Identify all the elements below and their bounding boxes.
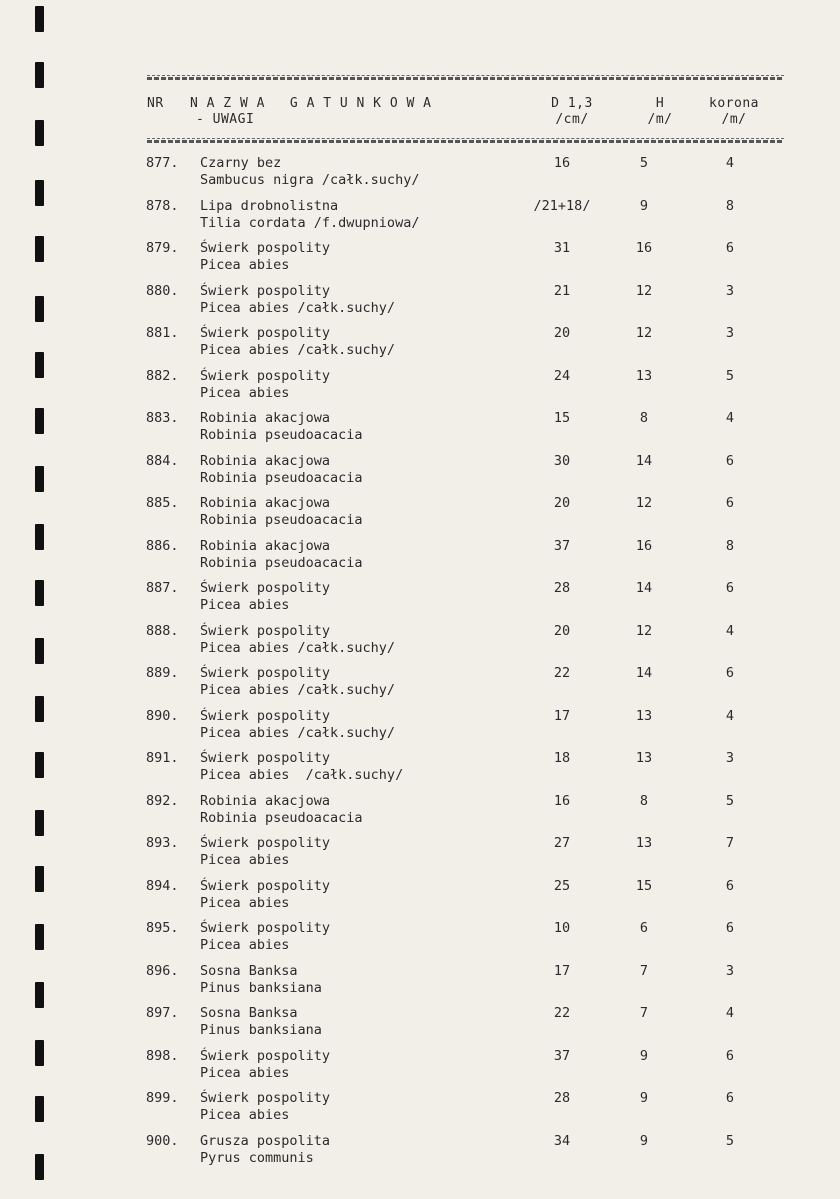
diameter-value: 27 — [553, 835, 571, 851]
species-common-name: Robinia akacjowa — [200, 452, 331, 469]
species-latin-name: Picea abies — [200, 894, 290, 911]
row-number: 888. — [146, 622, 179, 639]
table-row — [0, 750, 840, 792]
table-row — [0, 283, 840, 325]
height-value: 6 — [639, 920, 649, 936]
table-row — [0, 240, 840, 282]
crown-value: 3 — [725, 282, 735, 299]
table-row — [0, 538, 840, 580]
height-value: 9 — [639, 1090, 649, 1106]
header-bottom-rule — [147, 138, 784, 145]
crown-value: 3 — [725, 962, 735, 979]
row-number: 890. — [146, 707, 179, 724]
table-row — [0, 835, 840, 877]
species-latin-name: Tilia cordata /f.dwupniowa/ — [200, 214, 420, 231]
species-latin-name: Robinia pseudoacacia — [200, 809, 363, 826]
species-common-name: Świerk pospolity — [200, 835, 331, 851]
species-common-name: Świerk pospolity — [200, 750, 331, 766]
species-common-name: Świerk pospolity — [200, 1047, 331, 1064]
diameter-value: 24 — [553, 367, 571, 384]
species-common-name: Świerk pospolity — [200, 707, 331, 724]
table-row — [0, 920, 840, 962]
row-number: 884. — [146, 452, 179, 469]
height-value: 7 — [639, 962, 649, 979]
height-value: 8 — [639, 410, 649, 426]
height-value: 14 — [635, 665, 653, 681]
binder-hole-mark — [35, 6, 44, 32]
species-common-name: Robinia akacjowa — [200, 495, 331, 511]
species-latin-name: Picea abies /całk.suchy/ — [200, 767, 404, 783]
species-common-name: Robinia akacjowa — [200, 410, 331, 426]
table-row — [0, 1048, 840, 1090]
height-value: 8 — [639, 792, 649, 809]
header-nr: NR — [147, 96, 164, 111]
species-common-name: Świerk pospolity — [200, 282, 331, 299]
table-row — [0, 495, 840, 537]
binder-hole-mark — [35, 62, 44, 88]
height-value: 14 — [635, 452, 653, 469]
crown-value: 4 — [725, 155, 735, 171]
species-common-name: Świerk pospolity — [200, 622, 331, 639]
row-number: 880. — [146, 282, 179, 299]
diameter-value: 10 — [553, 920, 571, 936]
table-row — [0, 665, 840, 707]
row-number: 887. — [146, 580, 179, 596]
row-number: 899. — [146, 1090, 179, 1106]
height-value: 12 — [635, 622, 653, 639]
height-value: 16 — [635, 537, 653, 554]
diameter-value: 17 — [553, 962, 571, 979]
diameter-value: 20 — [553, 495, 571, 511]
crown-value: 3 — [725, 325, 735, 341]
species-common-name: Sosna Banksa — [200, 1005, 298, 1021]
height-value: 13 — [635, 707, 653, 724]
diameter-value: 37 — [553, 1047, 571, 1064]
species-common-name: Świerk pospolity — [200, 325, 331, 341]
species-latin-name: Sambucus nigra /całk.suchy/ — [200, 172, 420, 188]
row-number: 877. — [146, 155, 179, 171]
diameter-value: 34 — [553, 1132, 571, 1149]
table-row — [0, 325, 840, 367]
table-row — [0, 368, 840, 410]
height-value: 9 — [639, 1047, 649, 1064]
row-number: 894. — [146, 877, 179, 894]
table-row — [0, 708, 840, 750]
diameter-value: 37 — [553, 537, 571, 554]
table-row — [0, 580, 840, 622]
height-value: 14 — [635, 580, 653, 596]
table-row — [0, 1090, 840, 1132]
diameter-value: 21 — [553, 282, 571, 299]
species-common-name: Czarny bez — [200, 155, 282, 171]
row-number: 895. — [146, 920, 179, 936]
row-number: 878. — [146, 197, 179, 214]
height-value: 7 — [639, 1005, 649, 1021]
height-value: 12 — [635, 282, 653, 299]
table-row — [0, 155, 840, 197]
height-value: 9 — [639, 1132, 649, 1149]
crown-value: 4 — [725, 707, 735, 724]
species-common-name: Robinia akacjowa — [200, 537, 331, 554]
row-number: 886. — [146, 537, 179, 554]
header-diameter: D 1,3 — [551, 96, 593, 111]
table-row — [0, 623, 840, 665]
diameter-value: 22 — [553, 1005, 571, 1021]
height-value: 13 — [635, 835, 653, 851]
height-value: 5 — [639, 155, 649, 171]
row-number: 881. — [146, 325, 179, 341]
species-latin-name: Robinia pseudoacacia — [200, 427, 363, 443]
species-common-name: Świerk pospolity — [200, 920, 331, 936]
header-height: H — [655, 96, 665, 111]
species-latin-name: Picea abies — [200, 1064, 290, 1081]
crown-value: 6 — [725, 452, 735, 469]
crown-value: 4 — [725, 1005, 735, 1021]
species-latin-name: Picea abies /całk.suchy/ — [200, 682, 396, 698]
table-row — [0, 963, 840, 1005]
header-remarks: - UWAGI — [196, 112, 255, 127]
species-common-name: Świerk pospolity — [200, 240, 331, 256]
table-row — [0, 793, 840, 835]
crown-value: 6 — [725, 495, 735, 511]
diameter-value: /21+18/ — [533, 197, 591, 214]
height-value: 9 — [639, 197, 649, 214]
height-value: 15 — [635, 877, 653, 894]
diameter-value: 16 — [553, 155, 571, 171]
crown-value: 6 — [725, 877, 735, 894]
header-crown: korona — [709, 96, 759, 111]
crown-value: 5 — [725, 1132, 735, 1149]
species-latin-name: Pinus banksiana — [200, 1022, 322, 1038]
table-row — [0, 453, 840, 495]
species-common-name: Grusza pospolita — [200, 1132, 331, 1149]
crown-value: 5 — [725, 792, 735, 809]
species-latin-name: Robinia pseudoacacia — [200, 512, 363, 528]
row-number: 889. — [146, 665, 179, 681]
header-species-name: N A Z W A G A T U N K O W A — [190, 96, 432, 111]
table-row — [0, 878, 840, 920]
crown-value: 4 — [725, 622, 735, 639]
diameter-value: 30 — [553, 452, 571, 469]
crown-value: 6 — [725, 920, 735, 936]
crown-value: 6 — [725, 1090, 735, 1106]
diameter-value: 22 — [553, 665, 571, 681]
diameter-value: 25 — [553, 877, 571, 894]
crown-value: 3 — [725, 750, 735, 766]
species-latin-name: Picea abies /całk.suchy/ — [200, 342, 396, 358]
species-common-name: Świerk pospolity — [200, 367, 331, 384]
row-number: 897. — [146, 1005, 179, 1021]
species-latin-name: Pyrus communis — [200, 1149, 314, 1166]
row-number: 891. — [146, 750, 179, 766]
species-common-name: Świerk pospolity — [200, 580, 331, 596]
species-latin-name: Picea abies — [200, 597, 290, 613]
diameter-value: 16 — [553, 792, 571, 809]
crown-value: 5 — [725, 367, 735, 384]
species-common-name: Świerk pospolity — [200, 665, 331, 681]
crown-value: 6 — [725, 1047, 735, 1064]
crown-value: 6 — [725, 665, 735, 681]
species-latin-name: Picea abies /całk.suchy/ — [200, 299, 396, 316]
species-common-name: Robinia akacjowa — [200, 792, 331, 809]
row-number: 885. — [146, 495, 179, 511]
species-latin-name: Picea abies — [200, 384, 290, 401]
binder-hole-mark — [35, 120, 44, 146]
crown-value: 8 — [725, 537, 735, 554]
row-number: 882. — [146, 367, 179, 384]
row-number: 900. — [146, 1132, 179, 1149]
table-row — [0, 410, 840, 452]
species-common-name: Sosna Banksa — [200, 962, 298, 979]
species-common-name: Świerk pospolity — [200, 877, 331, 894]
diameter-value: 20 — [553, 325, 571, 341]
header-diameter-unit: /cm/ — [555, 112, 589, 127]
header-crown-unit: /m/ — [721, 112, 747, 127]
crown-value: 6 — [725, 580, 735, 596]
height-value: 12 — [635, 495, 653, 511]
header-top-rule — [147, 75, 784, 82]
row-number: 879. — [146, 240, 179, 256]
diameter-value: 18 — [553, 750, 571, 766]
row-number: 893. — [146, 835, 179, 851]
diameter-value: 28 — [553, 1090, 571, 1106]
species-latin-name: Picea abies — [200, 852, 290, 868]
crown-value: 6 — [725, 240, 735, 256]
species-common-name: Lipa drobnolistna — [200, 197, 339, 214]
diameter-value: 28 — [553, 580, 571, 596]
species-latin-name: Picea abies — [200, 257, 290, 273]
species-latin-name: Picea abies — [200, 1107, 290, 1123]
species-latin-name: Robinia pseudoacacia — [200, 469, 363, 486]
row-number: 896. — [146, 962, 179, 979]
table-row — [0, 1005, 840, 1047]
species-latin-name: Picea abies — [200, 937, 290, 953]
crown-value: 8 — [725, 197, 735, 214]
height-value: 12 — [635, 325, 653, 341]
height-value: 16 — [635, 240, 653, 256]
species-latin-name: Pinus banksiana — [200, 979, 322, 996]
table-row — [0, 1133, 840, 1175]
species-common-name: Świerk pospolity — [200, 1090, 331, 1106]
species-latin-name: Picea abies /całk.suchy/ — [200, 724, 396, 741]
row-number: 883. — [146, 410, 179, 426]
species-latin-name: Robinia pseudoacacia — [200, 554, 363, 571]
height-value: 13 — [635, 367, 653, 384]
row-number: 898. — [146, 1047, 179, 1064]
height-value: 13 — [635, 750, 653, 766]
diameter-value: 15 — [553, 410, 571, 426]
diameter-value: 20 — [553, 622, 571, 639]
diameter-value: 31 — [553, 240, 571, 256]
crown-value: 4 — [725, 410, 735, 426]
row-number: 892. — [146, 792, 179, 809]
header-height-unit: /m/ — [647, 112, 673, 127]
diameter-value: 17 — [553, 707, 571, 724]
table-row — [0, 198, 840, 240]
crown-value: 7 — [725, 835, 735, 851]
species-latin-name: Picea abies /całk.suchy/ — [200, 639, 396, 656]
